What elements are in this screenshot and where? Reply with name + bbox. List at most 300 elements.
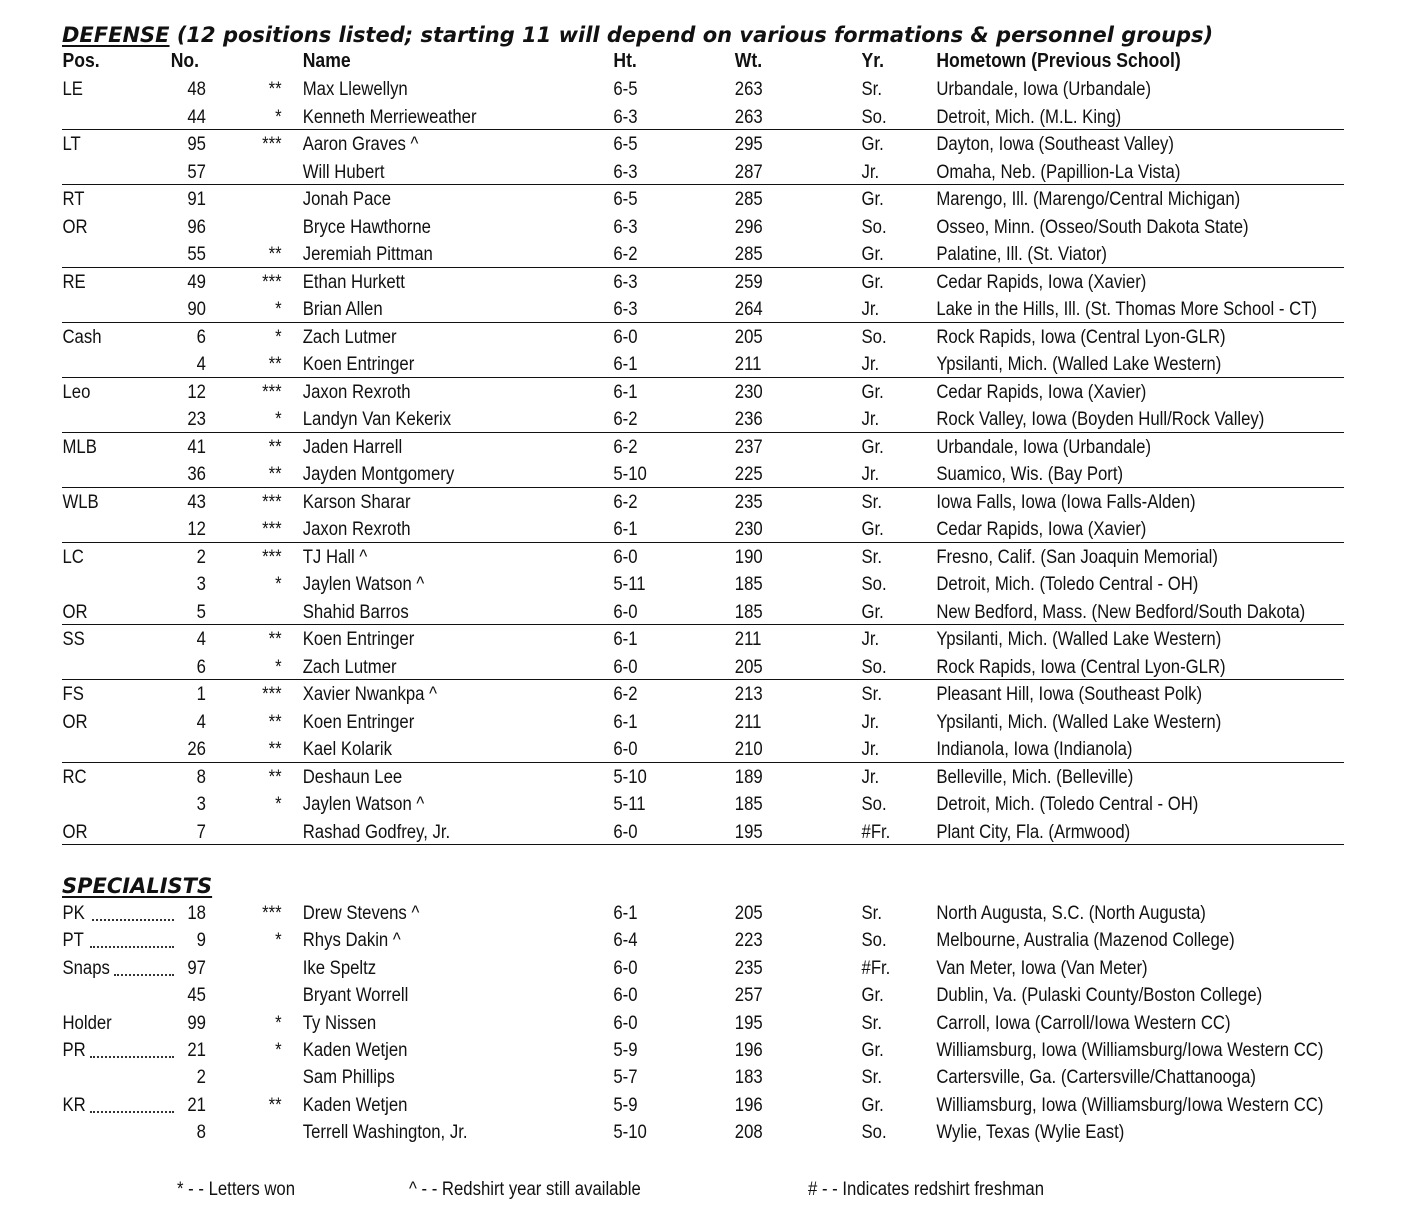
- cell-no: 95: [187, 134, 206, 155]
- table-row: [0, 1119, 1243, 1146]
- cell-hometown: Cedar Rapids, Iowa (Xavier): [936, 519, 1147, 540]
- cell-pos: LT: [62, 134, 81, 155]
- cell-yr: Jr.: [861, 711, 880, 733]
- cell-name: Kaden Wetjen: [302, 1094, 408, 1116]
- cell-yr: Jr.: [861, 464, 880, 485]
- cell-yr: #Fr.: [861, 957, 891, 979]
- cell-letters: *: [275, 106, 282, 128]
- cell-letters: ***: [262, 381, 282, 403]
- cell-name: Jaden Harrell: [302, 436, 403, 458]
- header-yr: Yr.: [861, 50, 885, 72]
- cell-pos: RC: [62, 766, 87, 788]
- cell-letters: **: [268, 739, 282, 760]
- cell-yr: Gr.: [861, 271, 884, 293]
- group-divider: [62, 432, 1344, 433]
- cell-pos: OR: [62, 216, 88, 238]
- cell-name: Sam Phillips: [302, 1067, 395, 1089]
- table-row: [0, 351, 1243, 378]
- cell-letters: **: [268, 79, 282, 100]
- cell-name: Kael Kolarik: [302, 739, 392, 760]
- cell-no: 26: [187, 739, 206, 760]
- cell-no: 41: [187, 436, 206, 458]
- cell-yr: Gr.: [861, 985, 884, 1007]
- cell-name: Jaylen Watson ^: [302, 574, 425, 595]
- cell-hometown: Urbandale, Iowa (Urbandale): [936, 79, 1152, 100]
- cell-name: Will Hubert: [302, 161, 385, 183]
- cell-wt: 237: [734, 436, 763, 458]
- cell-wt: 210: [734, 739, 763, 760]
- cell-wt: 205: [734, 903, 763, 924]
- cell-wt: 195: [734, 1012, 763, 1034]
- cell-wt: 285: [734, 189, 763, 210]
- cell-name: Terrell Washington, Jr.: [302, 1122, 468, 1144]
- cell-name: Rhys Dakin ^: [302, 930, 401, 952]
- cell-pos: MLB: [62, 436, 97, 458]
- cell-wt: 263: [734, 106, 763, 128]
- cell-ht: 6-1: [613, 903, 638, 924]
- cell-ht: 5-10: [613, 766, 647, 788]
- cell-yr: Gr.: [861, 436, 884, 458]
- cell-yr: Jr.: [861, 354, 880, 375]
- defense-subtitle: (12 positions listed; starting 11 will depend on various formations & personnel groups): [169, 23, 1214, 47]
- cell-name: Drew Stevens ^: [302, 903, 420, 924]
- cell-no: 21: [187, 1094, 206, 1116]
- cell-letters: *: [275, 1040, 282, 1061]
- cell-letters: **: [268, 766, 282, 788]
- cell-wt: 183: [734, 1067, 763, 1089]
- cell-hometown: Wylie, Texas (Wylie East): [936, 1122, 1125, 1144]
- cell-letters: ***: [262, 519, 282, 540]
- cell-ht: 5-7: [613, 1067, 638, 1089]
- cell-yr: #Fr.: [861, 821, 891, 843]
- cell-no: 4: [196, 629, 206, 650]
- cell-no: 7: [196, 821, 206, 843]
- table-row: [0, 214, 1249, 241]
- cell-ht: 5-11: [613, 794, 646, 815]
- cell-no: 8: [196, 1122, 206, 1144]
- cell-yr: So.: [861, 574, 887, 595]
- cell-pos: FS: [62, 684, 84, 705]
- cell-ht: 6-2: [613, 244, 638, 265]
- cell-wt: 185: [734, 574, 763, 595]
- cell-ht: 6-5: [613, 189, 638, 210]
- cell-wt: 189: [734, 766, 763, 788]
- cell-yr: So.: [861, 106, 887, 128]
- cell-letters: **: [268, 629, 282, 650]
- group-divider: [62, 542, 1344, 543]
- cell-no: 23: [187, 409, 206, 430]
- cell-hometown: Indianola, Iowa (Indianola): [936, 739, 1133, 760]
- defense-title: DEFENSE: [62, 23, 170, 47]
- cell-pos: Holder: [62, 1012, 112, 1034]
- cell-ht: 6-5: [613, 79, 638, 100]
- cell-yr: Sr.: [861, 79, 882, 100]
- cell-wt: 195: [734, 821, 763, 843]
- cell-name: Jaxon Rexroth: [302, 381, 411, 403]
- cell-pos: WLB: [62, 491, 99, 513]
- cell-letters: **: [268, 244, 282, 265]
- cell-no: 4: [196, 711, 206, 733]
- cell-name: Aaron Graves ^: [302, 134, 419, 155]
- table-row: [0, 104, 1243, 131]
- cell-name: Kenneth Merrieweather: [302, 106, 477, 128]
- cell-name: Jonah Pace: [302, 189, 392, 210]
- cell-name: Jaylen Watson ^: [302, 794, 425, 815]
- cell-name: Max Llewellyn: [302, 79, 408, 100]
- cell-yr: Gr.: [861, 601, 884, 623]
- cell-pos: PR: [62, 1040, 86, 1061]
- cell-pos: PT: [62, 930, 84, 952]
- legend-letters: * - - Letters won: [177, 1179, 296, 1200]
- cell-yr: Sr.: [861, 546, 882, 568]
- cell-name: Jayden Montgomery: [302, 464, 455, 485]
- table-row: [0, 269, 1243, 296]
- cell-name: TJ Hall ^: [302, 546, 368, 568]
- table-row: [0, 571, 1243, 598]
- cell-yr: So.: [861, 216, 887, 238]
- cell-pos: LC: [62, 546, 84, 568]
- cell-name: Jeremiah Pittman: [302, 244, 433, 265]
- header-no: No.: [170, 50, 200, 72]
- table-row: [0, 241, 1243, 268]
- cell-pos: KR: [62, 1094, 86, 1116]
- cell-yr: Sr.: [861, 1012, 882, 1034]
- table-row: [0, 544, 1243, 571]
- cell-yr: Gr.: [861, 519, 884, 540]
- cell-yr: Sr.: [861, 684, 882, 705]
- cell-pos: PK: [62, 903, 85, 924]
- dot-leader: [114, 974, 174, 976]
- cell-wt: 205: [734, 326, 763, 348]
- cell-name: Jaxon Rexroth: [302, 519, 411, 540]
- cell-no: 5: [196, 601, 206, 623]
- cell-wt: 257: [734, 985, 763, 1007]
- group-divider: [62, 322, 1344, 323]
- cell-ht: 6-1: [613, 354, 638, 375]
- table-row: [0, 1064, 1256, 1091]
- cell-letters: *: [275, 930, 282, 952]
- dot-leader: [92, 919, 174, 921]
- cell-hometown: Detroit, Mich. (Toledo Central - OH): [936, 794, 1199, 815]
- cell-hometown: Williamsburg, Iowa (Williamsburg/Iowa Western CC): [936, 1094, 1324, 1116]
- cell-no: 6: [196, 656, 206, 678]
- cell-yr: So.: [861, 930, 887, 952]
- cell-yr: So.: [861, 326, 887, 348]
- cell-no: 2: [196, 546, 206, 568]
- cell-wt: 287: [734, 161, 763, 183]
- dot-leader: [90, 1056, 174, 1058]
- group-divider: [62, 129, 1344, 130]
- cell-hometown: Pleasant Hill, Iowa (Southeast Polk): [936, 684, 1203, 705]
- cell-no: 48: [187, 79, 206, 100]
- cell-letters: ***: [262, 684, 282, 705]
- cell-name: Rashad Godfrey, Jr.: [302, 821, 451, 843]
- cell-letters: ***: [262, 491, 282, 513]
- specialists-section-title: [62, 871, 212, 901]
- cell-pos: RT: [62, 189, 85, 210]
- cell-ht: 6-0: [613, 821, 638, 843]
- cell-pos: OR: [62, 821, 88, 843]
- cell-no: 91: [187, 189, 206, 210]
- cell-name: Koen Entringer: [302, 711, 415, 733]
- cell-ht: 6-3: [613, 299, 638, 320]
- cell-letters: *: [275, 299, 282, 320]
- cell-pos: OR: [62, 601, 88, 623]
- defense-section-title: [62, 20, 1213, 50]
- cell-yr: Gr.: [861, 381, 884, 403]
- cell-letters: ***: [262, 134, 282, 155]
- cell-ht: 6-2: [613, 491, 638, 513]
- cell-hometown: Detroit, Mich. (Toledo Central - OH): [936, 574, 1199, 595]
- cell-yr: Jr.: [861, 629, 880, 650]
- cell-hometown: Rock Valley, Iowa (Boyden Hull/Rock Valley): [936, 409, 1265, 430]
- cell-hometown: Carroll, Iowa (Carroll/Iowa Western CC): [936, 1012, 1231, 1034]
- cell-hometown: Suamico, Wis. (Bay Port): [936, 464, 1124, 485]
- header-wt: Wt.: [734, 50, 763, 72]
- header-pos: Pos.: [62, 50, 100, 72]
- cell-hometown: Plant City, Fla. (Armwood): [936, 821, 1131, 843]
- cell-name: Zach Lutmer: [302, 326, 397, 348]
- cell-letters: *: [275, 794, 282, 815]
- cell-yr: Jr.: [861, 766, 880, 788]
- cell-ht: 6-1: [613, 519, 638, 540]
- table-row: [0, 159, 1243, 186]
- group-divider: [62, 487, 1344, 488]
- cell-name: Xavier Nwankpa ^: [302, 684, 437, 705]
- cell-name: Karson Sharar: [302, 491, 411, 513]
- cell-no: 55: [187, 244, 206, 265]
- cell-name: Bryant Worrell: [302, 985, 409, 1007]
- cell-letters: *: [275, 656, 282, 678]
- group-divider: [62, 184, 1344, 185]
- cell-letters: ***: [262, 903, 282, 924]
- table-row: [0, 1092, 1324, 1119]
- table-row: [0, 131, 1243, 158]
- header-ht: Ht.: [613, 50, 637, 72]
- cell-wt: 259: [734, 271, 763, 293]
- cell-hometown: Cedar Rapids, Iowa (Xavier): [936, 271, 1147, 293]
- cell-ht: 6-3: [613, 161, 638, 183]
- group-divider: [62, 377, 1344, 378]
- cell-wt: 235: [734, 491, 763, 513]
- table-row: [0, 1010, 1243, 1037]
- table-row: [0, 900, 1243, 927]
- cell-ht: 6-0: [613, 739, 638, 760]
- table-row: [0, 516, 1243, 543]
- header-hometown: Hometown (Previous School): [936, 50, 1181, 72]
- cell-yr: So.: [861, 1122, 887, 1144]
- cell-letters: ***: [262, 546, 282, 568]
- cell-yr: Sr.: [861, 491, 882, 513]
- cell-ht: 6-5: [613, 134, 638, 155]
- cell-hometown: New Bedford, Mass. (New Bedford/South Dakota): [936, 601, 1306, 623]
- dot-leader: [90, 946, 174, 948]
- cell-name: Ethan Hurkett: [302, 271, 405, 293]
- cell-ht: 5-10: [613, 464, 647, 485]
- cell-hometown: Fresno, Calif. (San Joaquin Memorial): [936, 546, 1218, 568]
- cell-pos: Cash: [62, 326, 102, 348]
- cell-no: 12: [187, 519, 206, 540]
- cell-hometown: Lake in the Hills, Ill. (St. Thomas More School - CT): [936, 299, 1317, 320]
- cell-wt: 185: [734, 794, 763, 815]
- cell-wt: 223: [734, 930, 763, 952]
- cell-no: 99: [187, 1012, 206, 1034]
- cell-hometown: Williamsburg, Iowa (Williamsburg/Iowa Western CC): [936, 1040, 1324, 1061]
- cell-ht: 6-3: [613, 106, 638, 128]
- cell-wt: 236: [734, 409, 763, 430]
- cell-ht: 6-1: [613, 711, 638, 733]
- cell-wt: 190: [734, 546, 763, 568]
- cell-yr: Gr.: [861, 134, 884, 155]
- cell-name: Koen Entringer: [302, 354, 415, 375]
- cell-no: 1: [196, 684, 206, 705]
- cell-no: 90: [187, 299, 206, 320]
- table-row: [0, 599, 1306, 626]
- cell-letters: **: [268, 436, 282, 458]
- header-name: Name: [302, 50, 351, 72]
- cell-no: 4: [196, 354, 206, 375]
- cell-hometown: Cartersville, Ga. (Cartersville/Chattanooga): [936, 1067, 1256, 1089]
- cell-no: 9: [196, 930, 206, 952]
- cell-ht: 6-3: [613, 271, 638, 293]
- cell-yr: So.: [861, 794, 887, 815]
- group-divider: [62, 844, 1344, 845]
- cell-hometown: Belleville, Mich. (Belleville): [936, 766, 1134, 788]
- cell-hometown: Palatine, Ill. (St. Viator): [936, 244, 1107, 265]
- cell-yr: Jr.: [861, 299, 880, 320]
- table-row: [0, 764, 1243, 791]
- cell-no: 18: [187, 903, 206, 924]
- cell-hometown: Detroit, Mich. (M.L. King): [936, 106, 1122, 128]
- cell-ht: 5-11: [613, 574, 646, 595]
- cell-wt: 263: [734, 79, 763, 100]
- table-header: [0, 48, 1243, 75]
- cell-yr: Gr.: [861, 244, 884, 265]
- cell-no: 44: [187, 106, 206, 128]
- cell-ht: 6-1: [613, 381, 638, 403]
- cell-yr: Jr.: [861, 161, 880, 183]
- table-row: [0, 736, 1243, 763]
- cell-yr: Jr.: [861, 739, 880, 760]
- cell-yr: Gr.: [861, 1094, 884, 1116]
- cell-ht: 6-0: [613, 1012, 638, 1034]
- cell-ht: 6-4: [613, 930, 638, 952]
- table-row: [0, 379, 1243, 406]
- cell-yr: Sr.: [861, 1067, 882, 1089]
- cell-no: 96: [187, 216, 206, 238]
- cell-ht: 6-3: [613, 216, 638, 238]
- cell-ht: 6-0: [613, 985, 638, 1007]
- cell-name: Ike Speltz: [302, 957, 377, 979]
- cell-yr: Gr.: [861, 1040, 884, 1061]
- cell-ht: 6-0: [613, 326, 638, 348]
- cell-letters: **: [268, 464, 282, 485]
- cell-no: 57: [187, 161, 206, 183]
- table-row: [0, 955, 1243, 982]
- cell-wt: 285: [734, 244, 763, 265]
- cell-wt: 230: [734, 381, 763, 403]
- cell-hometown: Omaha, Neb. (Papillion-La Vista): [936, 161, 1181, 183]
- group-divider: [62, 679, 1344, 680]
- cell-wt: 208: [734, 1122, 763, 1144]
- cell-pos: LE: [62, 79, 83, 100]
- table-row: [0, 982, 1263, 1009]
- cell-no: 6: [196, 326, 206, 348]
- table-row: [0, 76, 1243, 103]
- cell-name: Ty Nissen: [302, 1012, 377, 1034]
- cell-yr: Jr.: [861, 409, 880, 430]
- table-row: [0, 654, 1243, 681]
- cell-hometown: Ypsilanti, Mich. (Walled Lake Western): [936, 711, 1222, 733]
- table-row: [0, 927, 1243, 954]
- cell-hometown: Iowa Falls, Iowa (Iowa Falls-Alden): [936, 491, 1196, 513]
- cell-pos: Leo: [62, 381, 91, 403]
- table-row: [0, 819, 1243, 846]
- cell-hometown: Ypsilanti, Mich. (Walled Lake Western): [936, 354, 1222, 375]
- cell-hometown: Dayton, Iowa (Southeast Valley): [936, 134, 1174, 155]
- cell-wt: 196: [734, 1040, 763, 1061]
- table-row: [0, 489, 1243, 516]
- cell-letters: ***: [262, 271, 282, 293]
- legend-freshman: # - - Indicates redshirt freshman: [808, 1179, 1045, 1200]
- group-divider: [62, 762, 1344, 763]
- table-row: [0, 681, 1243, 708]
- cell-ht: 6-0: [613, 957, 638, 979]
- cell-ht: 5-9: [613, 1040, 638, 1061]
- table-row: [0, 1037, 1324, 1064]
- cell-ht: 6-0: [613, 601, 638, 623]
- cell-pos: OR: [62, 711, 88, 733]
- cell-wt: 196: [734, 1094, 763, 1116]
- group-divider: [62, 624, 1344, 625]
- cell-wt: 185: [734, 601, 763, 623]
- cell-name: Shahid Barros: [302, 601, 409, 623]
- cell-wt: 205: [734, 656, 763, 678]
- cell-no: 12: [187, 381, 206, 403]
- cell-wt: 211: [734, 711, 762, 733]
- cell-no: 3: [196, 794, 206, 815]
- cell-wt: 235: [734, 957, 763, 979]
- cell-no: 49: [187, 271, 206, 293]
- table-row: [0, 709, 1243, 736]
- cell-hometown: Rock Rapids, Iowa (Central Lyon-GLR): [936, 656, 1226, 678]
- cell-pos: Snaps: [62, 957, 110, 979]
- table-row: [0, 461, 1243, 488]
- cell-no: 2: [196, 1067, 206, 1089]
- cell-wt: 230: [734, 519, 763, 540]
- cell-letters: *: [275, 409, 282, 430]
- cell-wt: 296: [734, 216, 763, 238]
- cell-ht: 6-1: [613, 629, 638, 650]
- cell-ht: 6-0: [613, 656, 638, 678]
- group-divider: [62, 267, 1344, 268]
- table-row: [0, 324, 1243, 351]
- table-row: [0, 186, 1243, 213]
- cell-pos: RE: [62, 271, 86, 293]
- specialists-title: SPECIALISTS: [62, 874, 213, 898]
- table-row: [0, 626, 1243, 653]
- cell-name: Deshaun Lee: [302, 766, 403, 788]
- cell-no: 36: [187, 464, 206, 485]
- cell-name: Landyn Van Kekerix: [302, 409, 452, 430]
- cell-hometown: Melbourne, Australia (Mazenod College): [936, 930, 1235, 952]
- cell-wt: 225: [734, 464, 763, 485]
- cell-letters: **: [268, 354, 282, 375]
- cell-hometown: Cedar Rapids, Iowa (Xavier): [936, 381, 1147, 403]
- cell-yr: Gr.: [861, 189, 884, 210]
- cell-name: Koen Entringer: [302, 629, 415, 650]
- table-row: [0, 296, 1317, 323]
